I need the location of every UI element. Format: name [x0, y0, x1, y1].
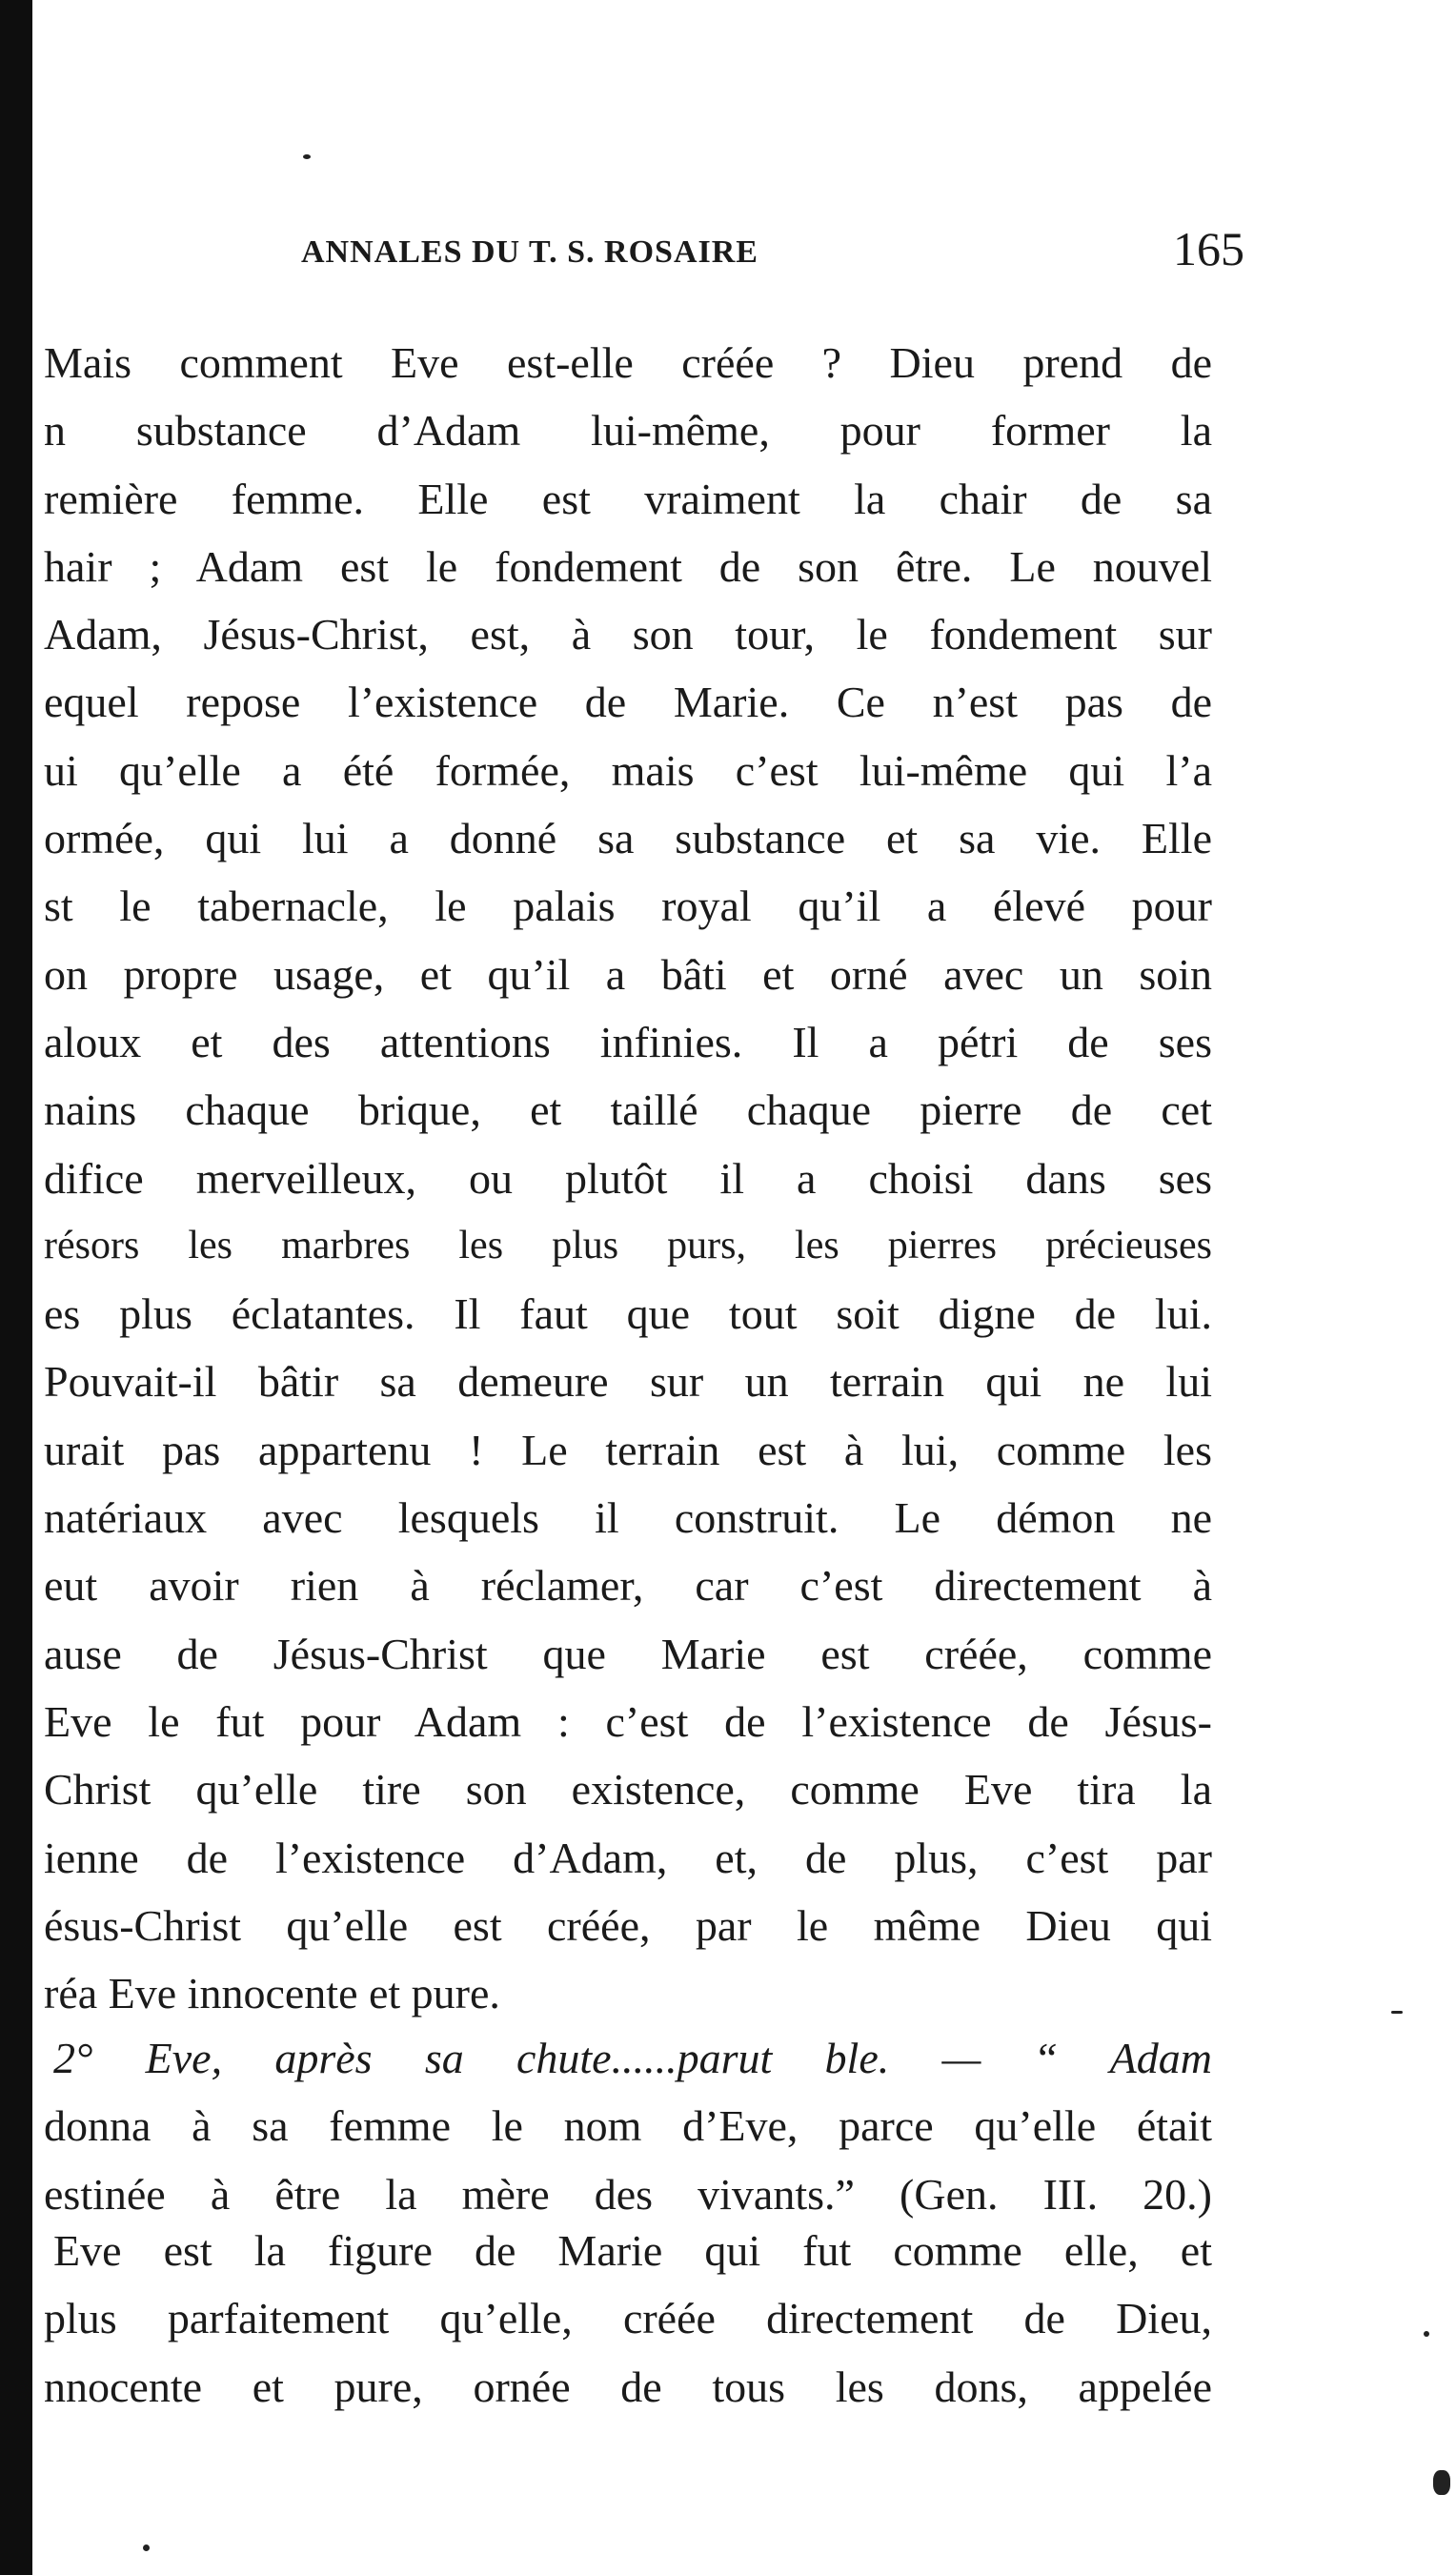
paragraph-1: [44, 329, 1212, 2027]
text-line: ui qu’elle a été formée, mais c’est lui-même qui l’a: [44, 745, 1212, 795]
text-line: Mais comment Eve est-elle créée ? Dieu prend de: [44, 338, 1212, 387]
text-line: estinée à être la mère des vivants.” (Gen. III. 20.): [44, 2169, 1212, 2219]
text-line: Eve est la figure de Marie qui fut comme elle, et: [53, 2226, 1212, 2275]
page-binding-edge: [0, 0, 32, 2575]
book-page: [44, 0, 1244, 2575]
text-line: plus parfaitement qu’elle, créée directement de Dieu,: [44, 2294, 1212, 2343]
paragraph-3: [44, 2217, 1212, 2421]
text-line: donna à sa femme le nom d’Eve, parce qu’elle était: [44, 2101, 1212, 2151]
text-line: remière femme. Elle est vraiment la chair de sa: [44, 474, 1212, 523]
ink-speck: [143, 2545, 150, 2551]
paragraph-2: [44, 2024, 1212, 2228]
text-line: difice merveilleux, ou plutôt il a choisi dans ses: [44, 1153, 1212, 1203]
text-line: ésus-Christ qu’elle est créée, par le même Dieu qui: [44, 1900, 1212, 1950]
text-line: ienne de l’existence d’Adam, et, de plus, c’est par: [44, 1833, 1212, 1882]
ink-speck: [1433, 2470, 1450, 2495]
text-line: ormée, qui lui a donné sa substance et sa vie. Elle: [44, 814, 1212, 863]
text-line: nnocente et pure, ornée de tous les dons, appelée: [44, 2362, 1212, 2411]
text-line: Eve le fut pour Adam : c’est de l’existence de Jésus-: [44, 1696, 1212, 1746]
text-line: n substance d’Adam lui-même, pour former la: [44, 406, 1212, 456]
text-line: equel repose l’existence de Marie. Ce n’est pas de: [44, 678, 1212, 727]
text-line: ause de Jésus-Christ que Marie est créée, comme: [44, 1629, 1212, 1678]
text-line: Adam, Jésus-Christ, est, à son tour, le fondement sur: [44, 610, 1212, 659]
text-line: aloux et des attentions infinies. Il a pétri de ses: [44, 1017, 1212, 1066]
text-line: 2° Eve, après sa chute......parut ble. — “ Adam: [53, 2034, 1212, 2082]
text-line: résors les marbres les plus purs, les pierres précieuses: [44, 1223, 1212, 1267]
text-line: Christ qu’elle tire son existence, comme Eve tira la: [44, 1765, 1212, 1815]
text-line: Pouvait-il bâtir sa demeure sur un terrain qui ne lui: [44, 1357, 1212, 1407]
ink-speck: [1391, 2011, 1403, 2014]
text-line: urait pas appartenu ! Le terrain est à lui, comme les: [44, 1425, 1212, 1474]
ink-speck: [303, 154, 311, 159]
page-header: [301, 221, 1244, 288]
text-line: natériaux avec lesquels il construit. Le démon ne: [44, 1493, 1212, 1543]
text-line: on propre usage, et qu’il a bâti et orné avec un soin: [44, 949, 1212, 999]
running-head: ANNALES DU T. S. ROSAIRE: [301, 234, 758, 270]
text-line: hair ; Adam est le fondement de son être. Le nouvel: [44, 541, 1212, 591]
text-line: eut avoir rien à réclamer, car c’est directement à: [44, 1561, 1212, 1611]
page-number: 165: [1173, 222, 1244, 275]
text-line: réa Eve innocente et pure.: [44, 1969, 500, 2018]
text-line: st le tabernacle, le palais royal qu’il a élevé pour: [44, 882, 1212, 931]
text-line: es plus éclatantes. Il faut que tout soit digne de lui.: [44, 1289, 1212, 1339]
text-line: nains chaque brique, et taillé chaque pierre de cet: [44, 1085, 1212, 1135]
ink-speck: [1424, 2331, 1429, 2337]
